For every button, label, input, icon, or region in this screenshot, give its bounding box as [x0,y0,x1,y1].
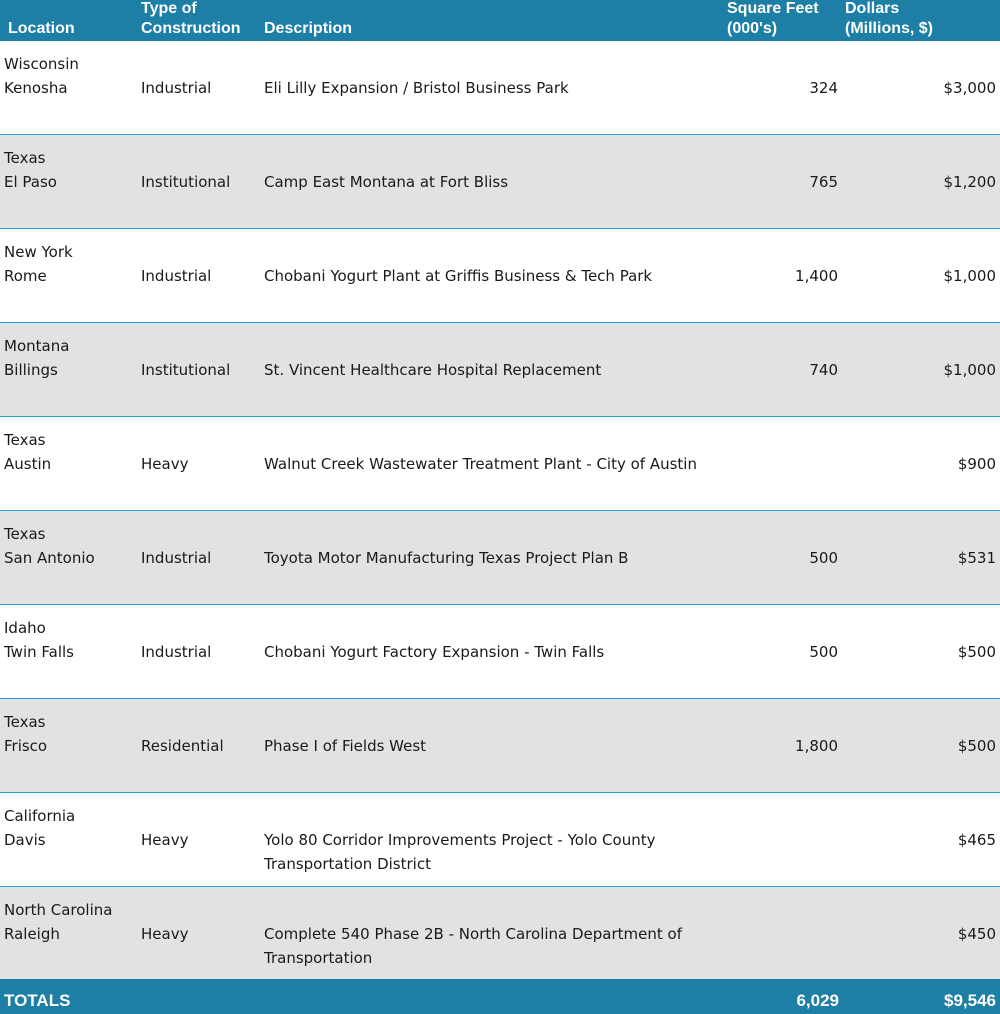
square-feet-cell: 1,400 [795,267,838,285]
dollars-cell: $1,000 [943,361,996,379]
location-city: Rome [4,267,47,285]
location-state: California [4,807,76,825]
totals-dollars: $9,546 [944,991,996,1010]
location-cell [4,146,57,194]
description-cell: Toyota Motor Manufacturing Texas Project Plan B [264,549,629,567]
construction-type-cell: Industrial [141,549,212,567]
location-city: Austin [4,455,52,473]
location-cell [4,334,69,382]
header-sqft: Square Feet (000's) [727,0,819,37]
location-state: Texas [4,525,46,543]
table-row [0,229,1000,323]
location-state: Wisconsin [4,55,79,73]
header-type: Type of Construction [141,0,241,37]
location-cell [4,52,79,100]
construction-type-cell: Industrial [141,643,212,661]
dollars-cell: $1,000 [943,267,996,285]
construction-type-cell: Residential [141,737,224,755]
square-feet-cell: 765 [809,173,838,191]
location-city: Billings [4,361,58,379]
header-description: Description [264,20,353,37]
construction-type-cell: Institutional [141,361,231,379]
dollars-cell: $465 [957,831,996,849]
location-city: Twin Falls [4,643,74,661]
location-cell [4,898,112,946]
location-city: Raleigh [4,925,60,943]
location-cell [4,428,51,476]
construction-type-cell: Industrial [141,267,212,285]
description-cell: Complete 540 Phase 2B - North Carolina Department of Transportation [264,925,682,967]
dollars-cell: $900 [957,455,996,473]
header-location: Location [8,20,75,37]
table-row [0,699,1000,793]
dollars-cell: $531 [957,549,996,567]
location-state: North Carolina [4,901,113,919]
description-cell: Walnut Creek Wastewater Treatment Plant - City of Austin [264,455,697,473]
location-state: Texas [4,149,46,167]
dollars-cell: $500 [957,643,996,661]
description-cell: Chobani Yogurt Factory Expansion - Twin Falls [264,643,605,661]
description-cell: Camp East Montana at Fort Bliss [264,173,509,191]
construction-type-cell: Heavy [141,925,189,943]
location-state: Texas [4,431,46,449]
table-row [0,323,1000,417]
location-state: New York [4,243,73,261]
dollars-cell: $1,200 [943,173,996,191]
totals-label: TOTALS [4,991,71,1010]
square-feet-cell: 740 [809,361,838,379]
location-state: Texas [4,713,46,731]
construction-type-cell: Heavy [141,455,189,473]
location-city: El Paso [4,173,57,191]
description-cell: Eli Lilly Expansion / Bristol Business Park [264,79,569,97]
description-cell: Yolo 80 Corridor Improvements Project - Yolo County Transportation District [264,831,656,873]
square-feet-cell: 500 [809,549,838,567]
totals-row [0,979,1000,1014]
table-row [0,605,1000,699]
table-row [0,793,1000,887]
square-feet-cell: 500 [809,643,838,661]
location-city: Kenosha [4,79,68,97]
construction-type-cell: Institutional [141,173,231,191]
location-cell [4,616,74,664]
location-cell [4,240,73,288]
table-row [0,41,1000,135]
header-dollars: Dollars (Millions, $) [845,0,933,37]
location-state: Idaho [4,619,46,637]
description-cell: Chobani Yogurt Plant at Griffis Business & Tech Park [264,267,653,285]
square-feet-cell: 1,800 [795,737,838,755]
description-cell: Phase I of Fields West [264,737,427,755]
construction-type-cell: Industrial [141,79,212,97]
construction-type-cell: Heavy [141,831,189,849]
table-header [0,0,1000,41]
location-state: Montana [4,337,70,355]
totals-sqft: 6,029 [796,991,839,1010]
location-cell [4,804,75,852]
dollars-cell: $3,000 [943,79,996,97]
table-row [0,417,1000,511]
table-row [0,511,1000,605]
dollars-cell: $450 [957,925,996,943]
table-row [0,135,1000,229]
location-city: Frisco [4,737,48,755]
description-cell: St. Vincent Healthcare Hospital Replacement [264,361,602,379]
location-cell [4,710,47,758]
location-city: Davis [4,831,46,849]
table-row [0,887,1000,981]
location-city: San Antonio [4,549,95,567]
dollars-cell: $500 [957,737,996,755]
square-feet-cell: 324 [809,79,838,97]
location-cell [4,522,95,570]
